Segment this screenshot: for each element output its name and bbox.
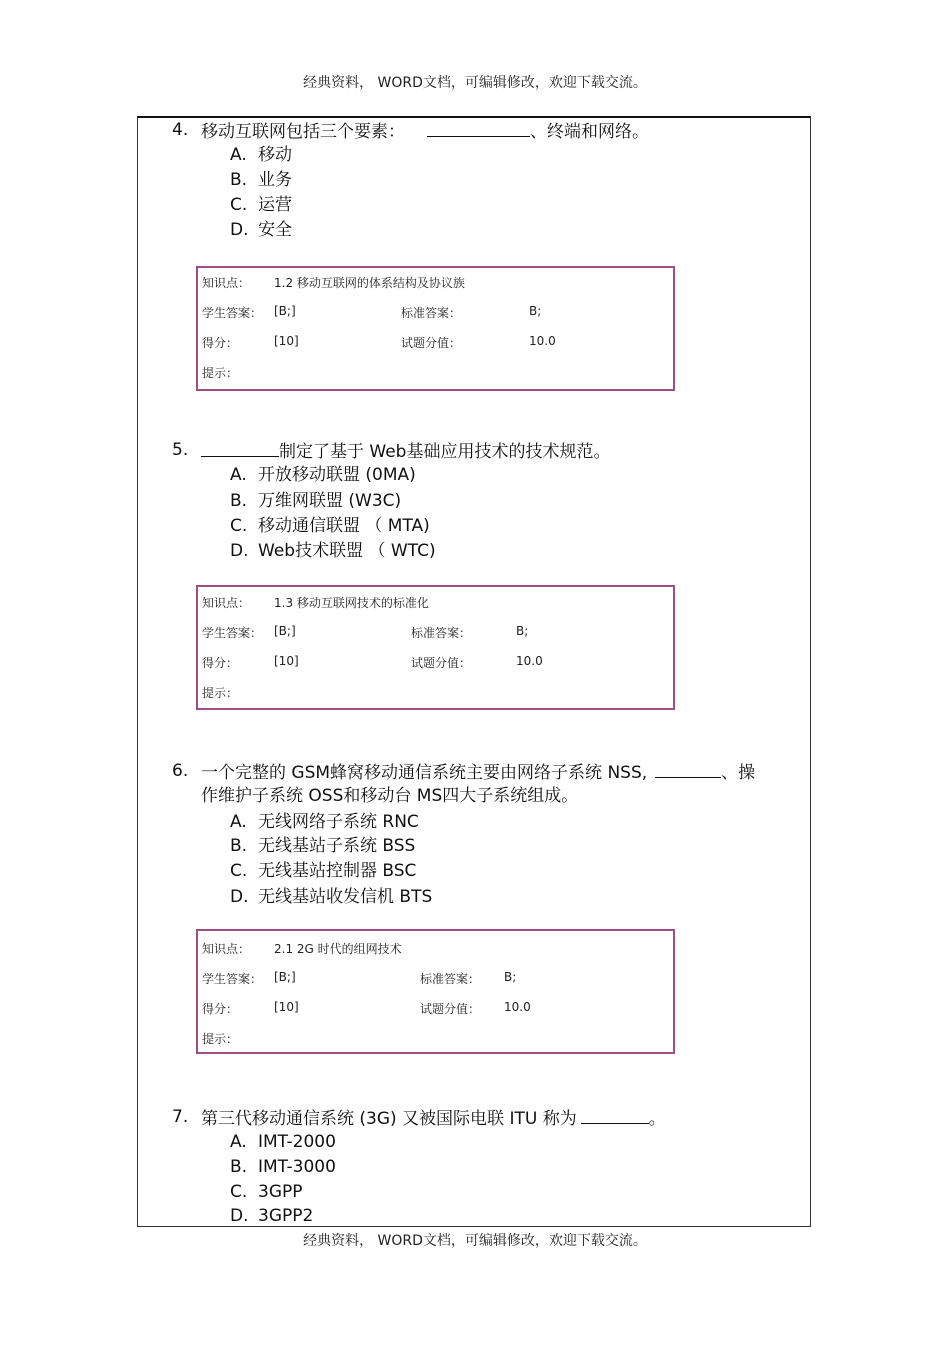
- score-label: 得分：: [202, 656, 239, 670]
- question-value-label: 试题分值：: [420, 1002, 481, 1016]
- question-text-line2: 作维护子系统 OSS和移动台 MS四大子系统组成。: [201, 786, 579, 806]
- score-value: [10]: [274, 654, 299, 668]
- question-text: 一个完整的 GSM蜂窝移动通信系统主要由网络子系统 NSS, 、操: [201, 759, 755, 786]
- student-answer-value: [B;]: [274, 304, 296, 318]
- option-c[interactable]: C. 运营: [230, 195, 292, 215]
- standard-answer-value: B;: [504, 970, 517, 984]
- question-value-label: 试题分值：: [401, 336, 462, 350]
- question-number: 7.: [172, 1107, 189, 1127]
- question-number: 4.: [172, 120, 189, 140]
- hint-label: 提示：: [202, 1032, 239, 1046]
- knowledge-label: 知识点：: [202, 942, 251, 956]
- question-text: 移动互联网包括三个要素： 、终端和网络。: [201, 118, 649, 145]
- standard-answer-label: 标准答案：: [420, 972, 481, 986]
- option-d[interactable]: D. 3GPP2: [230, 1206, 314, 1226]
- option-b[interactable]: B. IMT-3000: [230, 1157, 336, 1177]
- question-value-label: 试题分值：: [411, 656, 472, 670]
- option-c[interactable]: C. 移动通信联盟 （ MTA): [230, 516, 430, 536]
- student-answer-label: 学生答案：: [202, 972, 263, 986]
- question-4: [0, 118, 950, 143]
- student-answer-value: [B;]: [274, 970, 296, 984]
- answer-blank: [201, 438, 279, 457]
- question-text: 第三代移动通信系统 (3G) 又被国际电联 ITU 称为 。: [201, 1105, 666, 1132]
- student-answer-label: 学生答案：: [202, 626, 263, 640]
- answer-blank: [427, 118, 530, 137]
- question-value: 10.0: [504, 1000, 531, 1014]
- question-5: [0, 438, 950, 463]
- standard-answer-value: B;: [529, 304, 542, 318]
- option-a[interactable]: A. 移动: [230, 145, 292, 165]
- hint-label: 提示：: [202, 366, 239, 380]
- knowledge-label: 知识点：: [202, 276, 251, 290]
- standard-answer-label: 标准答案：: [411, 626, 472, 640]
- question-6: [0, 759, 950, 809]
- option-d[interactable]: D. Web技术联盟 （ WTC): [230, 541, 436, 561]
- question-value: 10.0: [516, 654, 543, 668]
- standard-answer-label: 标准答案：: [401, 306, 462, 320]
- option-b[interactable]: B. 业务: [230, 170, 292, 190]
- question-number: 5.: [172, 440, 189, 460]
- score-label: 得分：: [202, 336, 239, 350]
- knowledge-label: 知识点：: [202, 596, 251, 610]
- knowledge-value: 1.3 移动互联网技术的标准化: [274, 596, 429, 610]
- score-value: [10]: [274, 334, 299, 348]
- option-b[interactable]: B. 无线基站子系统 BSS: [230, 836, 416, 856]
- answer-blank: [581, 1105, 649, 1124]
- page-header: 经典资料， WORD文档，可编辑修改，欢迎下载交流。: [303, 75, 647, 91]
- score-value: [10]: [274, 1000, 299, 1014]
- question-text: 制定了基于 Web基础应用技术的技术规范。: [201, 438, 610, 465]
- answer-info-box: [196, 266, 675, 391]
- option-a[interactable]: A. 开放移动联盟 (0MA): [230, 465, 416, 485]
- hint-label: 提示：: [202, 686, 239, 700]
- option-d[interactable]: D. 无线基站收发信机 BTS: [230, 887, 433, 907]
- option-a[interactable]: A. IMT-2000: [230, 1132, 336, 1152]
- option-c[interactable]: C. 3GPP: [230, 1182, 303, 1202]
- question-number: 6.: [172, 761, 189, 781]
- knowledge-value: 1.2 移动互联网的体系结构及协议族: [274, 276, 465, 290]
- option-b[interactable]: B. 万维网联盟 (W3C): [230, 491, 402, 511]
- option-d[interactable]: D. 安全: [230, 220, 292, 240]
- answer-info-box: [196, 585, 675, 710]
- page-footer: 经典资料， WORD文档，可编辑修改，欢迎下载交流。: [303, 1233, 647, 1249]
- question-value: 10.0: [529, 334, 556, 348]
- knowledge-value: 2.1 2G 时代的组网技术: [274, 942, 402, 956]
- question-7: [0, 1105, 950, 1130]
- standard-answer-value: B;: [516, 624, 529, 638]
- score-label: 得分：: [202, 1002, 239, 1016]
- answer-blank: [655, 759, 721, 778]
- answer-info-box: [196, 929, 675, 1054]
- student-answer-value: [B;]: [274, 624, 296, 638]
- student-answer-label: 学生答案：: [202, 306, 263, 320]
- option-c[interactable]: C. 无线基站控制器 BSC: [230, 861, 417, 881]
- option-a[interactable]: A. 无线网络子系统 RNC: [230, 812, 419, 832]
